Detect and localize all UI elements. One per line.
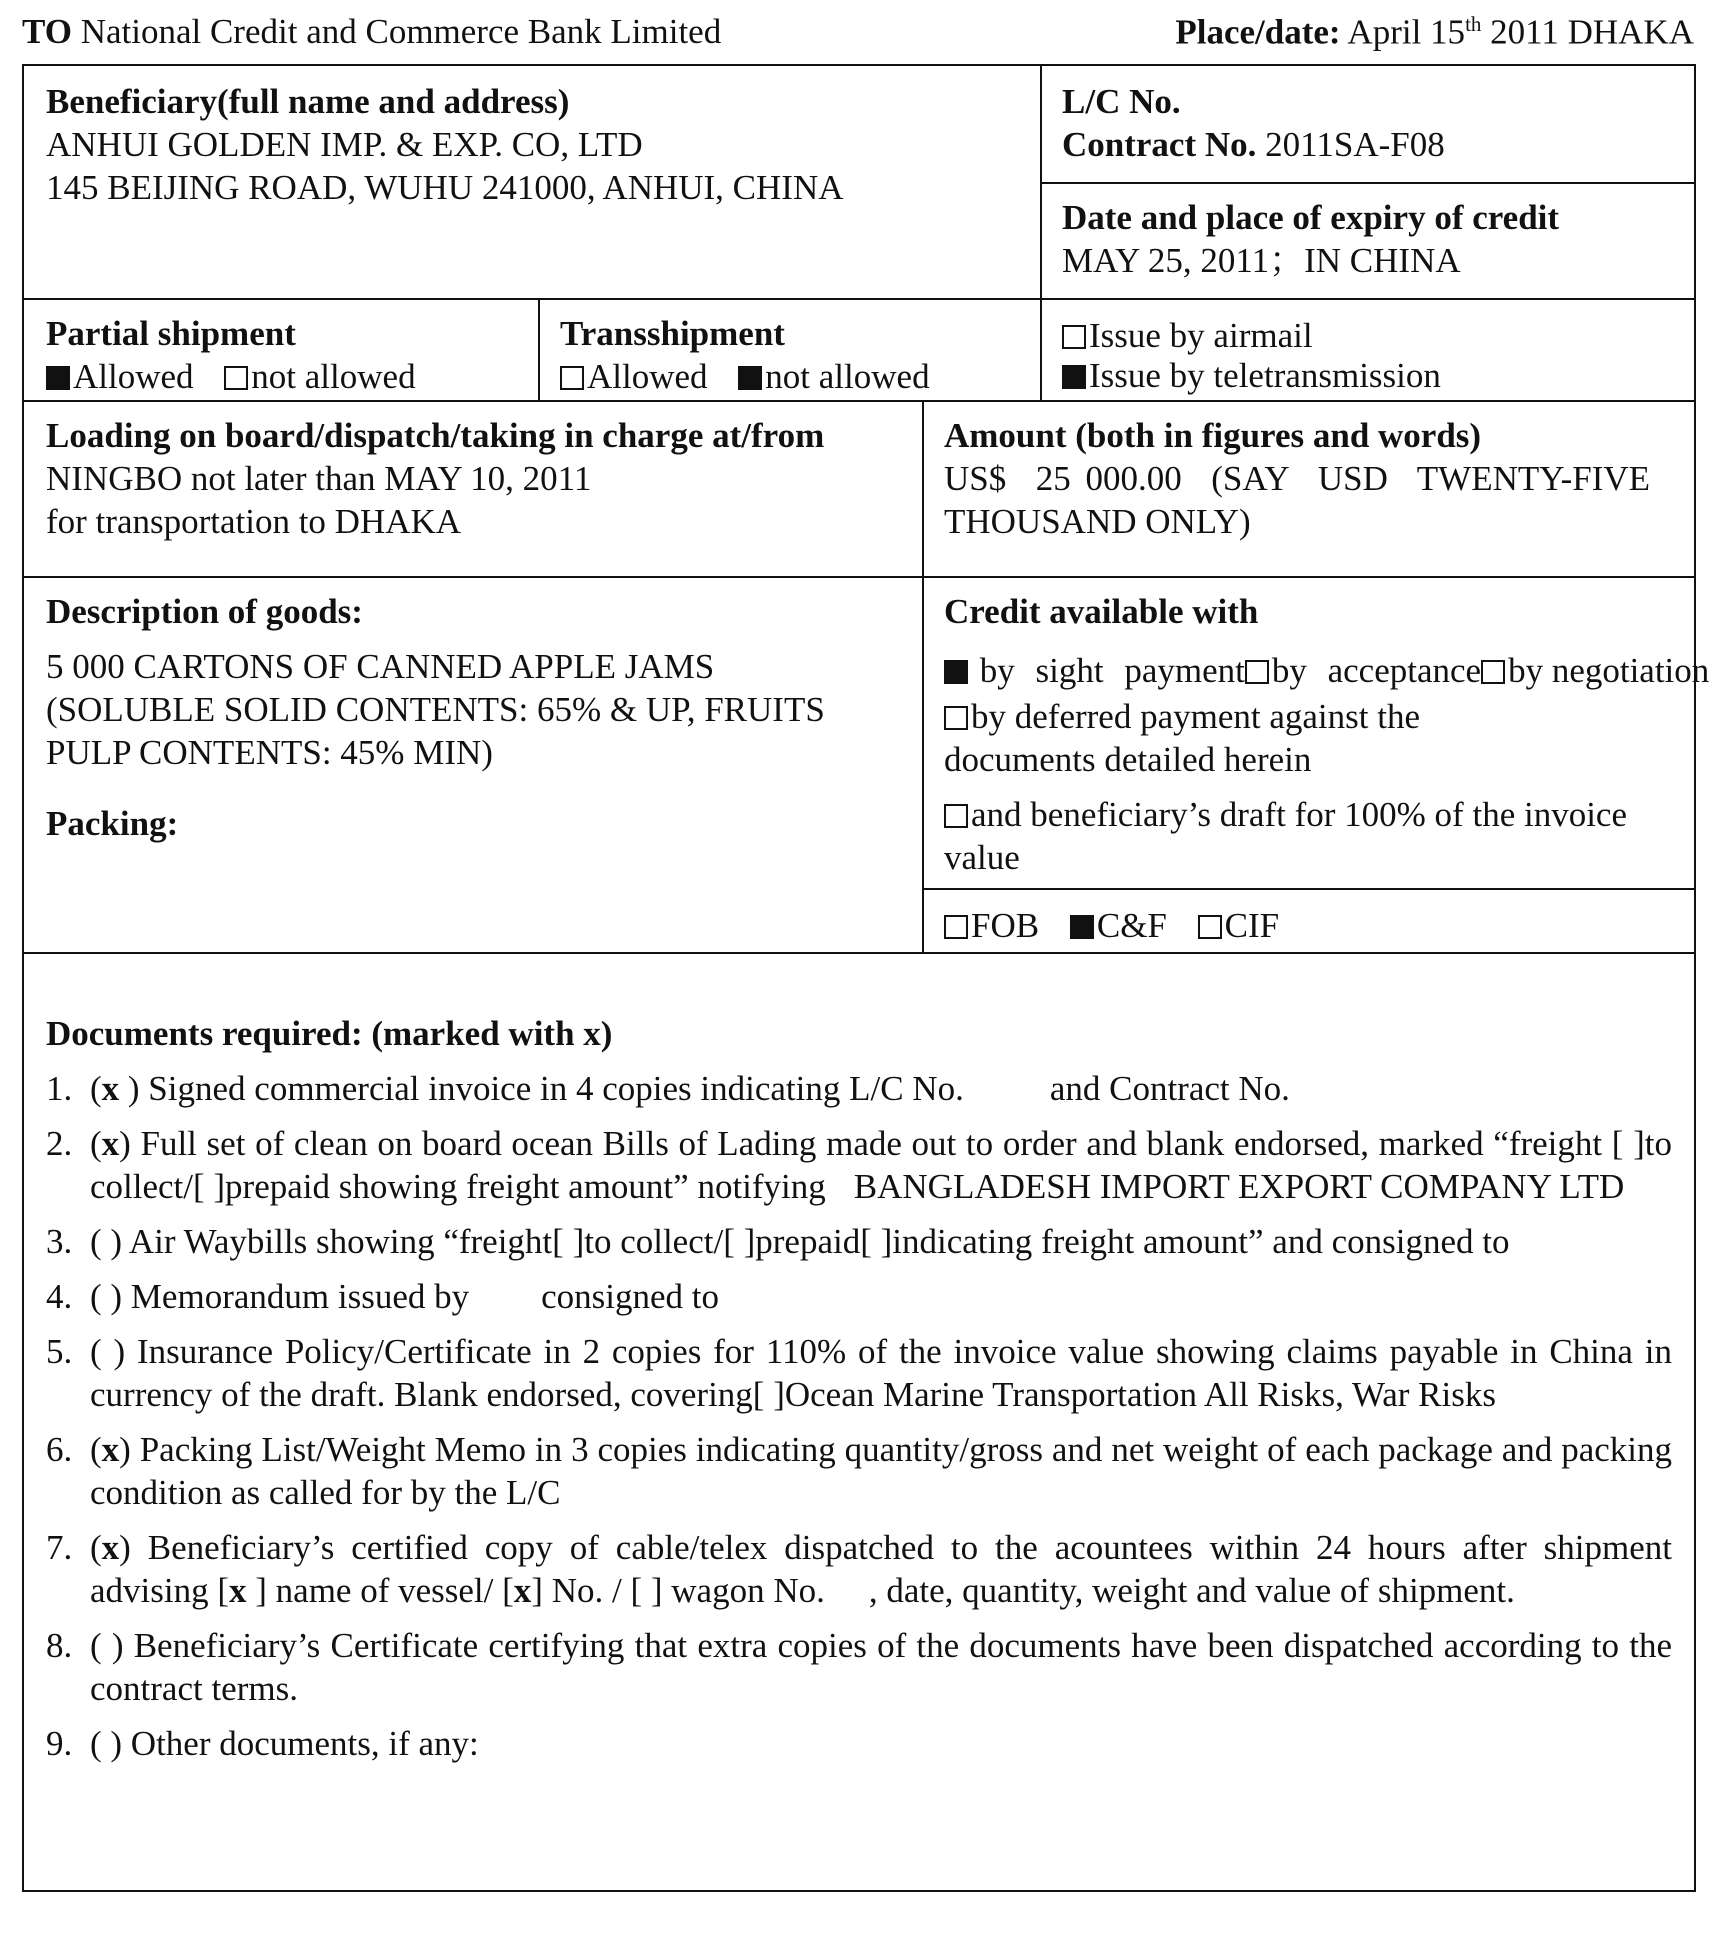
doc-tail: and Contract No. xyxy=(1049,1069,1290,1108)
doc-mark: x xyxy=(101,1069,120,1108)
doc-item-7 xyxy=(46,1526,1672,1612)
date-pre: April 15 xyxy=(1347,12,1466,52)
doc-body: ) Beneficiary’s certified copy of cable/telex dispatched to the acountees within 24 hours after shipment advising [ xyxy=(90,1528,1672,1610)
trans-allowed-option[interactable] xyxy=(560,357,708,396)
option-label: FOB xyxy=(971,906,1040,945)
term-cif-checkbox[interactable] xyxy=(1198,915,1222,939)
option-label: by acceptance xyxy=(1271,651,1482,690)
doc-text xyxy=(90,1122,1672,1208)
credit-negotiation-checkbox[interactable] xyxy=(1481,660,1505,684)
partial-shipment-options xyxy=(46,355,516,398)
doc-paren: ( xyxy=(90,1430,102,1469)
contract-line xyxy=(1062,123,1672,166)
partial-shipment-cell xyxy=(24,298,538,398)
loading-line-1: NINGBO not later than MAY 10, 2011 xyxy=(46,459,592,498)
doc-item-8 xyxy=(46,1624,1672,1710)
doc-number: 6. xyxy=(46,1430,73,1469)
credit-deferred-option[interactable] xyxy=(944,697,1420,736)
lc-contract-cell xyxy=(1040,66,1694,166)
transshipment-label: Transshipment xyxy=(560,314,785,353)
doc-mark: x xyxy=(101,1124,120,1163)
divider xyxy=(24,952,1694,954)
doc-paren: ( xyxy=(90,1528,102,1567)
credit-deferred-cont: documents detailed herein xyxy=(944,740,1312,779)
term-fob-checkbox[interactable] xyxy=(944,915,968,939)
doc-text xyxy=(90,1526,1672,1612)
packing-label: Packing: xyxy=(46,804,179,843)
credit-draft-option[interactable] xyxy=(944,793,1672,836)
doc-body: ] name of vessel/ [ xyxy=(246,1571,514,1610)
expiry-label: Date and place of expiry of credit xyxy=(1062,198,1560,237)
doc-item-9 xyxy=(46,1722,1672,1765)
doc-body: ( ) Memorandum issued by xyxy=(90,1277,470,1316)
doc-body: ) Signed commercial invoice in 4 copies indicating L/C No. xyxy=(119,1069,964,1108)
doc-item-1 xyxy=(46,1067,1672,1110)
trans-not-allowed-checkbox[interactable] xyxy=(738,366,762,390)
issue-airmail-checkbox[interactable] xyxy=(1062,325,1086,349)
credit-negotiation-option[interactable] xyxy=(1481,647,1709,695)
transshipment-cell xyxy=(538,298,1040,398)
trans-not-allowed-option[interactable] xyxy=(738,357,929,396)
doc-text xyxy=(90,1428,1672,1514)
doc-body: ) Packing List/Weight Memo in 3 copies indicating quantity/gross and net weight of each package and packing condition as called for by the L/C xyxy=(90,1430,1672,1512)
amount-line-1: US$ 25 000.00 (SAY USD TWENTY-FIVE xyxy=(944,459,1651,498)
credit-sight-option[interactable] xyxy=(944,647,1245,695)
document-header xyxy=(22,6,1694,56)
doc-item-4 xyxy=(46,1275,1672,1318)
issue-teletransmission-option[interactable] xyxy=(1062,356,1672,396)
amount-cell xyxy=(922,400,1694,543)
option-label: Issue by airmail xyxy=(1089,316,1313,355)
doc-body: ] No. / [ ] wagon No. xyxy=(531,1571,825,1610)
term-cf-option[interactable] xyxy=(1070,906,1167,945)
beneficiary-address: 145 BEIJING ROAD, WUHU 241000, ANHUI, CHINA xyxy=(46,168,844,207)
trans-allowed-checkbox[interactable] xyxy=(560,366,584,390)
contract-label: Contract No. xyxy=(1062,125,1257,164)
doc-text xyxy=(90,1067,1672,1110)
partial-allowed-option[interactable] xyxy=(46,357,194,396)
credit-sight-checkbox[interactable] xyxy=(944,660,968,684)
trade-terms-cell xyxy=(922,888,1694,947)
doc-item-6 xyxy=(46,1428,1672,1514)
doc-body: ) Full set of clean on board ocean Bills of Lading made out to order and blank endorsed, marked “freight [ ]to collect/[ ]prepaid showing freight amount” notifying xyxy=(90,1124,1672,1206)
doc-text xyxy=(90,1275,1672,1318)
date-suffix: th xyxy=(1465,12,1482,36)
doc-item-5 xyxy=(46,1330,1672,1416)
option-label: not allowed xyxy=(251,357,416,396)
option-label: Issue by teletransmission xyxy=(1089,356,1441,395)
expiry-cell xyxy=(1040,182,1694,282)
doc-number: 5. xyxy=(46,1332,73,1371)
loading-cell xyxy=(24,400,922,543)
issue-teletransmission-checkbox[interactable] xyxy=(1062,365,1086,389)
option-label: by sight payment xyxy=(979,651,1245,690)
term-cif-option[interactable] xyxy=(1198,906,1279,945)
doc-number: 8. xyxy=(46,1626,73,1665)
partial-not-allowed-option[interactable] xyxy=(224,357,415,396)
issue-cell xyxy=(1040,298,1694,396)
application-form xyxy=(22,64,1710,1892)
credit-draft-checkbox[interactable] xyxy=(944,804,968,828)
doc-text: ( ) Other documents, if any: xyxy=(90,1724,479,1763)
loading-label: Loading on board/dispatch/taking in charge at/from xyxy=(46,416,825,455)
option-label: by deferred payment against the xyxy=(971,697,1420,736)
doc-tail: consigned to xyxy=(541,1277,719,1316)
place-date-label: Place/date: xyxy=(1175,12,1341,52)
lc-no-label: L/C No. xyxy=(1062,82,1181,121)
documents-required-section xyxy=(24,1012,1694,1777)
partial-not-allowed-checkbox[interactable] xyxy=(224,366,248,390)
amount-line-2: THOUSAND ONLY) xyxy=(944,502,1251,541)
transshipment-options xyxy=(560,355,1018,398)
doc-mark: x xyxy=(513,1571,532,1610)
loading-line-2: for transportation to DHAKA xyxy=(46,502,462,541)
goods-line-1: 5 000 CARTONS OF CANNED APPLE JAMS xyxy=(46,647,715,686)
doc-mark: x xyxy=(101,1430,120,1469)
expiry-value: MAY 25, 2011；IN CHINA xyxy=(1062,241,1461,280)
credit-acceptance-checkbox[interactable] xyxy=(1245,660,1269,684)
term-cf-checkbox[interactable] xyxy=(1070,915,1094,939)
term-fob-option[interactable] xyxy=(944,906,1039,945)
doc-text: ( ) Insurance Policy/Certificate in 2 copies for 110% of the invoice value showing claims payable in China in currency of the draft. Blank endorsed, covering[ ]Ocean Marine Transportation All Risks, War Risks xyxy=(90,1332,1672,1414)
goods-line-2: (SOLUBLE SOLID CONTENTS: 65% & UP, FRUITS xyxy=(46,690,825,729)
option-label: C&F xyxy=(1096,906,1167,945)
doc-number: 2. xyxy=(46,1124,73,1163)
doc-paren: ( xyxy=(90,1124,102,1163)
credit-row-2 xyxy=(944,695,1672,738)
option-label: Allowed xyxy=(73,357,194,396)
doc-item-2 xyxy=(46,1122,1672,1208)
option-label: CIF xyxy=(1224,906,1280,945)
credit-acceptance-option[interactable] xyxy=(1245,647,1481,695)
goods-label: Description of goods: xyxy=(46,592,363,631)
doc-number: 3. xyxy=(46,1222,73,1261)
doc-text: ( ) Air Waybills showing “freight[ ]to collect/[ ]prepaid[ ]indicating freight amount” and consigned to xyxy=(90,1222,1510,1261)
credit-deferred-checkbox[interactable] xyxy=(944,706,968,730)
bank-name: National Credit and Commerce Bank Limited xyxy=(80,12,722,51)
place-date-line xyxy=(1175,12,1694,53)
option-label: and beneficiary’s draft for 100% of the invoice xyxy=(971,795,1627,834)
amount-label: Amount (both in figures and words) xyxy=(944,416,1482,455)
doc-mark: x xyxy=(101,1528,120,1567)
doc-number: 4. xyxy=(46,1277,73,1316)
credit-label: Credit available with xyxy=(944,592,1259,631)
partial-allowed-checkbox[interactable] xyxy=(46,366,70,390)
credit-draft-cont: value xyxy=(944,838,1020,877)
option-label: not allowed xyxy=(765,357,930,396)
doc-number: 1. xyxy=(46,1069,73,1108)
doc-item-3 xyxy=(46,1220,1672,1263)
partial-shipment-label: Partial shipment xyxy=(46,314,296,353)
to-label: TO xyxy=(22,12,72,51)
goods-cell xyxy=(24,576,922,952)
doc-tail: , date, quantity, weight and value of shipment. xyxy=(868,1571,1515,1610)
option-label: by negotiation xyxy=(1508,651,1710,690)
addressee-line xyxy=(22,12,721,52)
doc-text: ( ) Beneficiary’s Certificate certifying that extra copies of the documents have been dispatched according to the contract terms. xyxy=(90,1626,1672,1708)
option-label: Allowed xyxy=(587,357,708,396)
doc-paren: ( xyxy=(90,1069,102,1108)
credit-cell xyxy=(922,576,1710,888)
date-post: 2011 DHAKA xyxy=(1481,12,1694,52)
goods-line-3: PULP CONTENTS: 45% MIN) xyxy=(46,733,493,772)
issue-airmail-option[interactable] xyxy=(1062,316,1672,356)
doc-number: 7. xyxy=(46,1528,73,1567)
beneficiary-cell xyxy=(24,66,1040,209)
credit-row-1 xyxy=(944,647,1710,695)
doc-tail: BANGLADESH IMPORT EXPORT COMPANY LTD xyxy=(853,1167,1625,1206)
doc-mark: x xyxy=(229,1571,247,1610)
doc-number: 9. xyxy=(46,1724,73,1763)
documents-title: Documents required: (marked with x) xyxy=(46,1014,613,1053)
beneficiary-label: Beneficiary(full name and address) xyxy=(46,82,570,121)
contract-value: 2011SA-F08 xyxy=(1265,125,1445,164)
beneficiary-name: ANHUI GOLDEN IMP. & EXP. CO, LTD xyxy=(46,125,643,164)
